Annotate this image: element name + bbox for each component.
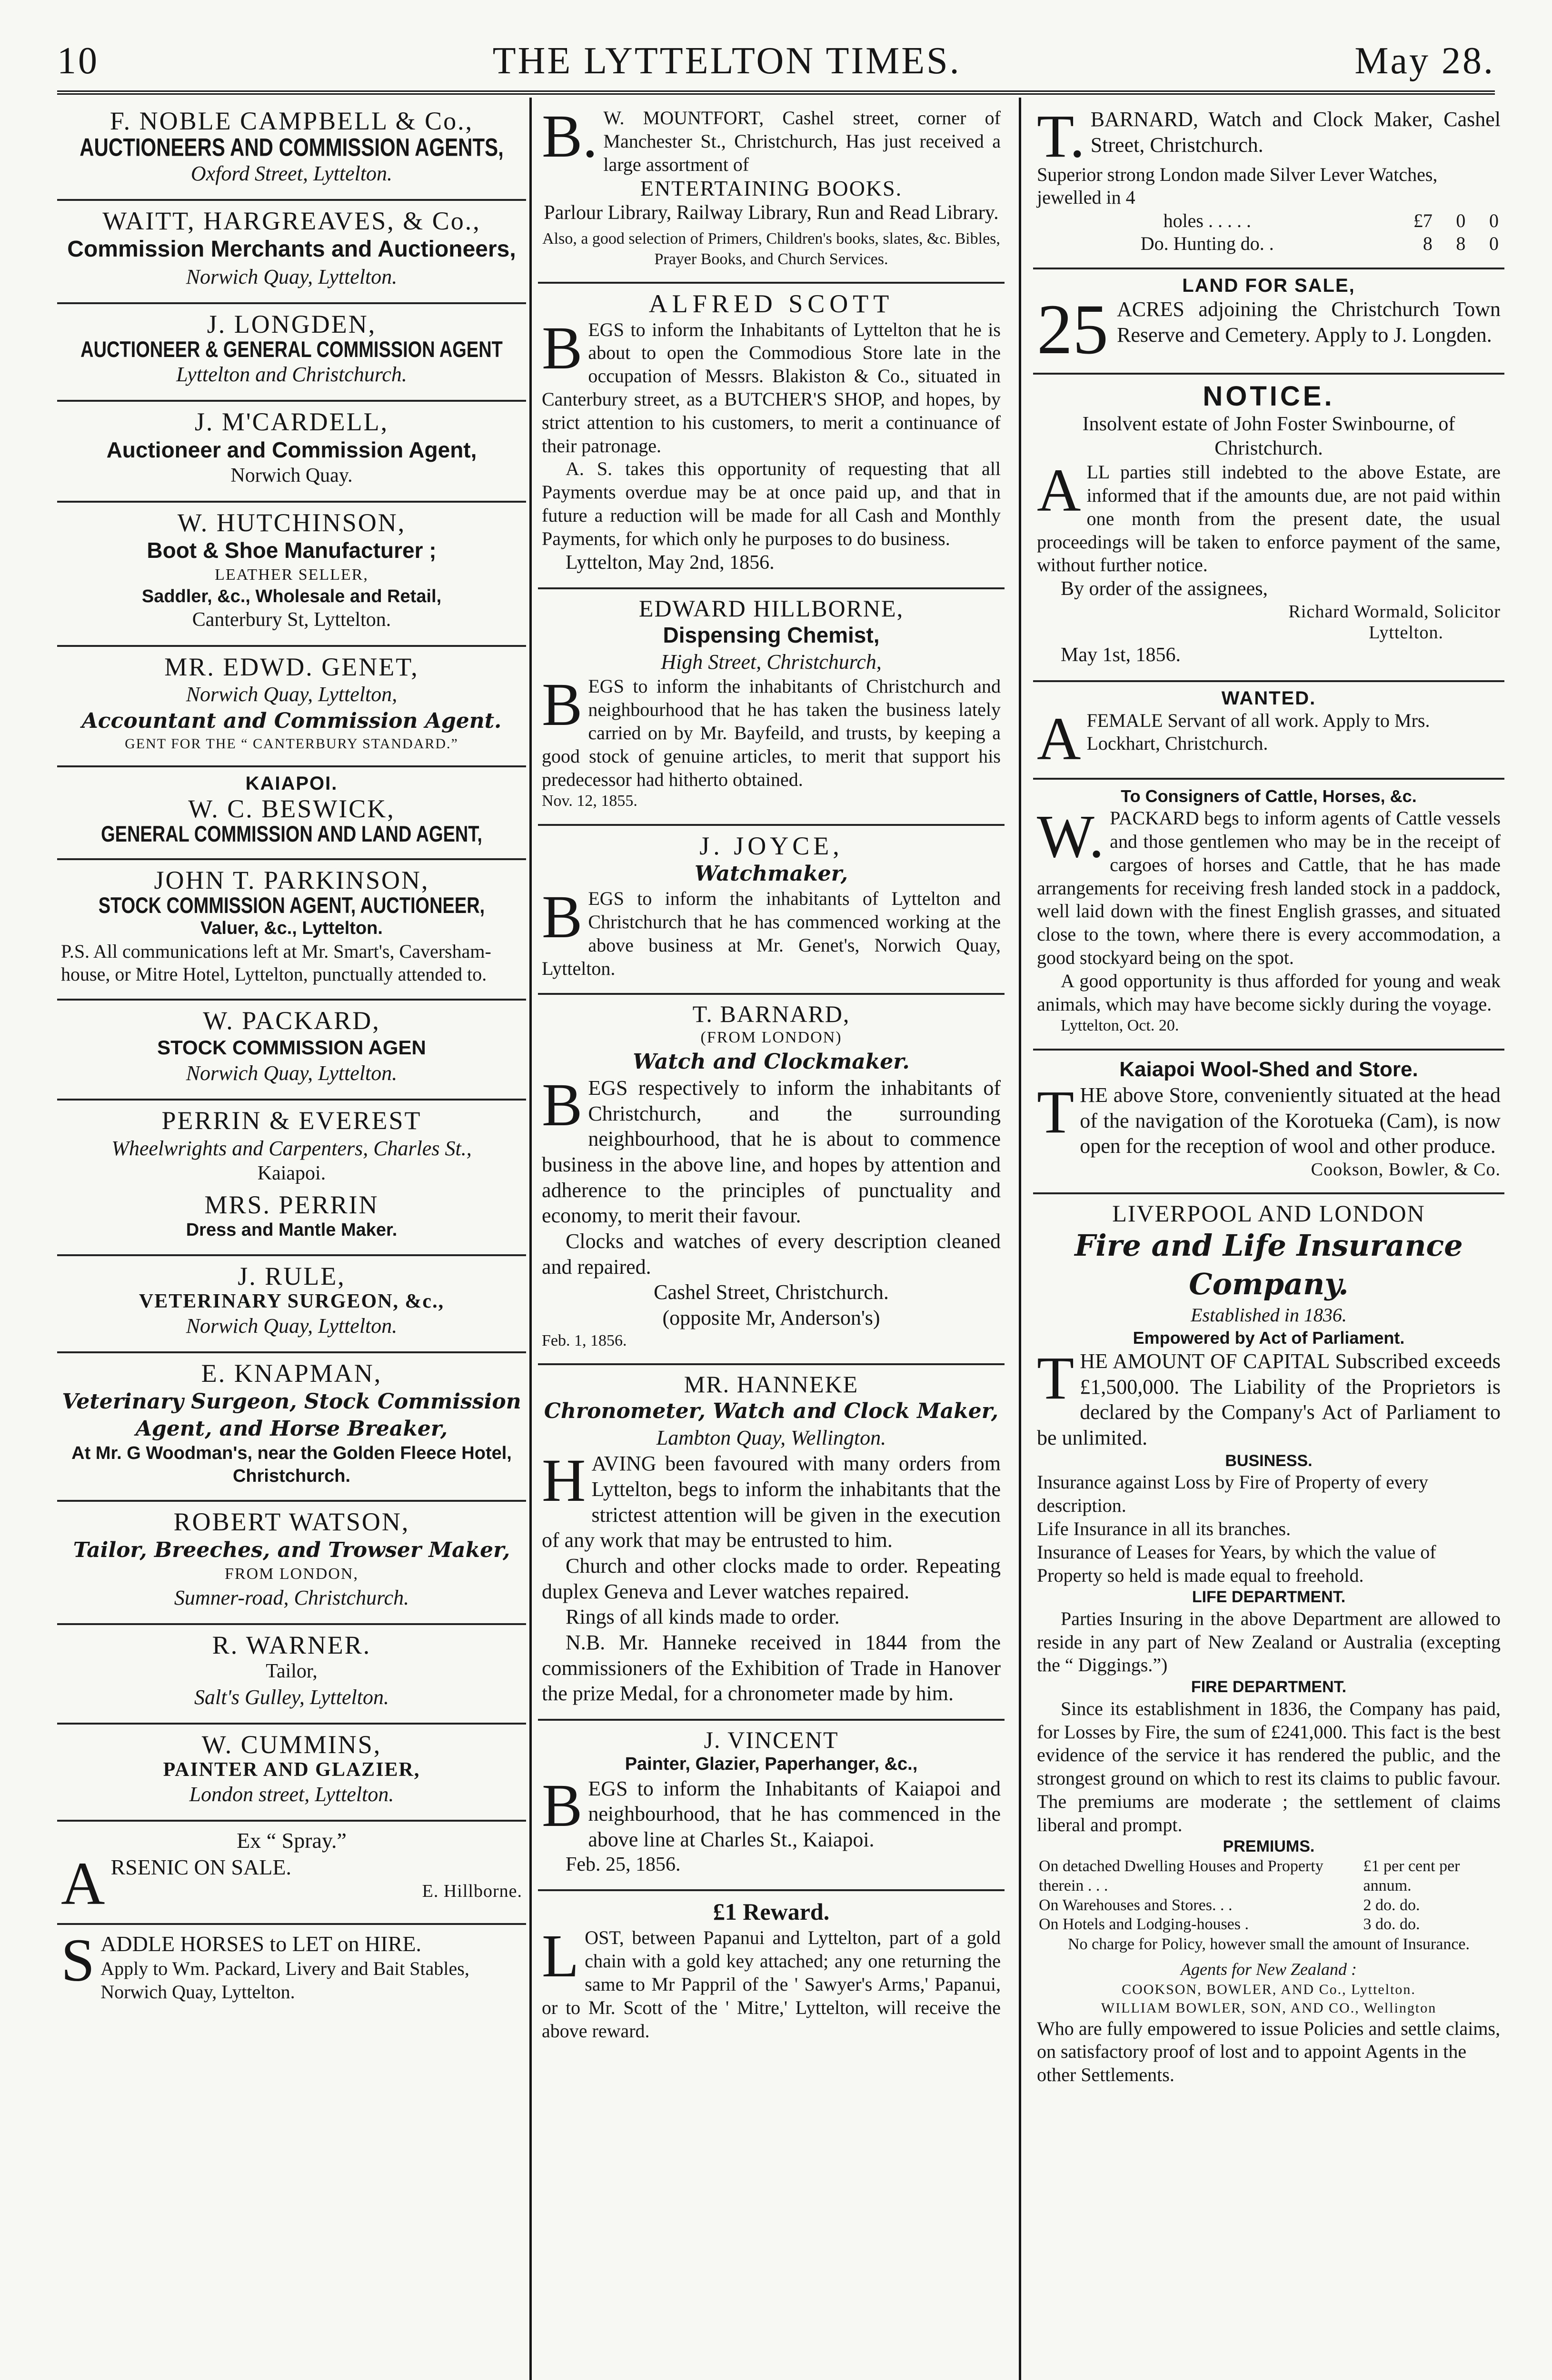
ad-title: LAND FOR SALE, [1182,275,1355,297]
ad-name: R. WARNER. [212,1631,371,1660]
ad-insurance [1033,1194,1504,2099]
ad-title: £1 Reward. [713,1898,830,1925]
premium-row [1037,1915,1501,1934]
ad-body: LL parties still indebted to the above Estate, are informed that if the amounts due, are not paid within one month from the present date, the usual proceedings will be taken to enforce payment of the same, without further notice. [1037,461,1501,576]
page-number: 10 [57,40,99,82]
ad-role: PAINTER AND GLAZIER, [163,1759,420,1781]
ad-mountfort [538,101,1005,284]
ad-date: Feb. 25, 1856. [566,1853,681,1875]
ad-role: AUCTIONEER & GENERAL COMMISSION AGENT [80,337,503,362]
ad-barnard-watches [1033,101,1504,269]
ad-name: EDWARD HILLBORNE, [638,595,904,622]
section-body: Parties Insuring in the above Department are allowed to reside in any part of New Zealand or Australia (excepting the “ Diggings.”) [1037,1607,1501,1676]
ad-line: Wheelwrights and Carpenters, Charles St., [111,1136,472,1160]
ad-name: W. PACKARD, [203,1006,380,1035]
ad-address: London street, Lyttelton. [189,1783,394,1806]
ad-title: Kaiapoi Wool-Shed and Store. [1119,1057,1418,1081]
premium-rate: 2 do. do. [1363,1896,1420,1914]
header-rule [57,90,1495,95]
ad-body: Apply to Wm. Packard, Livery and Bait Stables, Norwich Quay, Lyttelton. [100,1958,469,2003]
drop-cap: S [61,1930,95,1994]
ad-body: HE above Store, conveniently situated at the head of the navigation of the Korotueka (Cam), is now open for the reception of wool and other produce. [1080,1083,1501,1158]
ad-title: Ex “ Spray.” [237,1828,347,1853]
ad-body: BARNARD, Watch and Clock Maker, Cashel Street, Christchurch. [1090,108,1501,157]
ad-barnard-clockmaker [538,995,1005,1366]
ad-address: Norwich Quay, Lyttelton. [186,1061,398,1085]
column-3 [1033,101,1504,2380]
ad-longden [57,304,526,402]
ad-name-2: MRS. PERRIN [204,1190,379,1219]
ad-kaiapoi-woolshed [1033,1051,1504,1194]
ad-name: W. CUMMINS, [201,1730,382,1759]
ad-campbell [57,101,526,201]
drop-cap: B [542,318,583,382]
section-line: Life Insurance in all its branches. [1037,1517,1291,1539]
ad-watson [57,1502,526,1625]
price-row [1037,209,1501,232]
ad-date: Lyttelton, Oct. 20. [1061,1017,1179,1035]
ad-line: Valuer, &c., Lyttelton. [200,918,383,939]
page-header [57,37,1495,85]
price-pounds: £7 [1413,210,1433,232]
drop-cap: A [1037,461,1081,525]
premium-row [1037,1857,1501,1896]
ad-title-2: Fire and Life Insurance Company. [1074,1228,1463,1301]
ad-perrin [57,1101,526,1256]
ad-title: ADDLE HORSES to LET on HIRE. [100,1931,421,1956]
ad-role: Auctioneer and Commission Agent, [106,437,477,462]
section-title: BUSINESS. [1225,1451,1313,1470]
ad-role: AUCTIONEERS AND COMMISSION AGENTS, [80,133,504,162]
ad-title: LIVERPOOL AND LONDON [1112,1200,1425,1227]
section-title: LIFE DEPARTMENT. [1192,1588,1346,1606]
ad-line: Established in 1836. [1191,1304,1347,1326]
drop-cap: T. [1037,107,1085,163]
ad-name: WAITT, HARGREAVES, & Co., [102,206,481,235]
drop-cap: B [542,675,583,739]
ad-body: EGS to inform the Inhabitants of Kaiapoi and neighbourhood, that he has commenced in the above line at Charles St., Kaiapoi. [588,1776,1001,1851]
ad-address: High Street, Christchurch, [661,650,882,674]
price-shillings: 0 [1456,210,1466,232]
price-item: Do. Hunting do. . [1140,233,1274,255]
ad-role: GENERAL COMMISSION AND LAND AGENT, [101,822,482,847]
ad-role: Dispensing Chemist, [663,622,880,647]
section-line: Insurance against Loss by Fire of Property of every description. [1037,1471,1428,1517]
section-line: Insurance of Leases for Years, by which the value of Property so held is made equal to freehold. [1037,1541,1436,1586]
drop-cap: B [542,1775,583,1839]
column-divider-2 [1019,98,1021,2380]
ad-address: At Mr. G Woodman's, near the Golden Fleece Hotel, Christchurch. [71,1443,512,1486]
ad-name: MR. HANNEKE [684,1371,859,1398]
premium-rate: £1 per cent per annum. [1363,1857,1460,1894]
ad-place: KAIAPOI. [245,773,338,794]
ad-line: GENT FOR THE “ CANTERBURY STANDARD.” [125,736,458,752]
price-shillings: 8 [1456,233,1466,255]
ad-body-2: Clocks and watches of every description cleaned and repaired. [542,1230,1001,1279]
ad-packard-cattle [1033,780,1504,1051]
ad-beswick [57,767,526,860]
ad-wanted [1033,682,1504,780]
ad-address: Oxford Street, Lyttelton. [190,161,393,185]
ad-name: J. JOYCE, [699,831,843,860]
ad-joyce [538,826,1005,995]
ad-line: Saddler, &c., Wholesale and Retail, [141,586,442,606]
ad-body-2: A. S. takes this opportunity of requesting that all Payments overdue may be at once paid up, and that in future a reduction will be made for all Cash and Monthly Payments, for which only he purposes to do business. [542,458,1001,549]
ad-land-for-sale [1033,269,1504,375]
ad-title: WANTED. [1221,687,1316,709]
ad-address: Norwich Quay. [230,465,353,487]
drop-cap: L [542,1926,579,1990]
ad-line: LEATHER SELLER, [215,565,368,584]
drop-cap: T [1037,1349,1074,1412]
ad-address: Norwich Quay, Lyttelton. [186,265,398,289]
drop-cap: W. [1037,807,1104,871]
ad-signature: E. Hillborne. [422,1881,522,1902]
section-body: Since its establishment in 1836, the Company has paid, for Losses by Fire, the sum of £241,000. This fact is the best evidence of the service it has rendered the public, and the strongest ground on which to rest its claims to public favour. The premiums are moderate ; the settlement of claims liberal and prompt. [1037,1697,1501,1835]
price-pence: 0 [1489,210,1499,232]
ad-name: W. HUTCHINSON, [177,508,406,537]
drop-cap: B [542,1075,583,1139]
ad-warner [57,1625,526,1725]
ad-body: EGS to inform the Inhabitants of Lyttelton that he is about to open the Commodious Store late in the occupation of Messrs. Blakiston & Co., situated in Canterbury street, as a BUTCHER'S SHOP, and hopes, by strict attention to his customers, to merit a continuance of their patronage. [542,318,1001,456]
premium-item: On Hotels and Lodging-houses . [1039,1915,1249,1934]
ad-arsenic [57,1822,526,1925]
ad-name: PERRIN & EVEREST [161,1106,422,1135]
ad-name: MR. EDWD. GENET, [164,652,419,681]
ad-body-4: N.B. Mr. Hanneke received in 1844 from the commissioners of the Exhibition of Trade in Hanover the prize Medal, for a chronometer made by him. [542,1631,1001,1706]
ad-signature: Richard Wormald, Solicitor [1288,602,1501,622]
ad-body-2: Church and other clocks made to order. Repeating duplex Geneva and Lever watches repaired. [542,1554,1001,1603]
ad-hanneke [538,1365,1005,1721]
ad-rule [57,1256,526,1354]
agents-title: Agents for New Zealand : [1181,1959,1357,1979]
ad-body: ACRES adjoining the Christchurch Town Reserve and Cemetery. Apply to J. Longden. [1117,298,1501,347]
drop-cap: A [61,1854,105,1911]
ad-body-2: By order of the assignees, [1061,578,1268,600]
ad-address: Lambton Quay, Wellington. [656,1426,886,1450]
premium-item: On Warehouses and Stores. . . [1039,1896,1233,1914]
ad-line: FROM LONDON, [225,1565,358,1583]
ad-body-2: Parlour Library, Railway Library, Run and Read Library. [544,201,999,224]
ad-body: W. MOUNTFORT, Cashel street, corner of Manchester St., Christchurch, Has just received a large assortment of [603,107,1001,175]
ad-body: EGS to inform the inhabitants of Christchurch and neighbourhood that he has taken the business lately carried on by Mr. Bayfeild, and trusts, by keeping a good stock of genuine articles, to merit that support his predecessor had hitherto obtained. [542,675,1001,790]
ad-line-2: Dress and Mantle Maker. [186,1220,398,1240]
ad-body: AVING been favoured with many orders from Lyttelton, begs to inform the inhabitants that the strictest attention will be given in the execution of any work that may be entrusted to him. [542,1452,1001,1552]
ad-waitt [57,201,526,304]
ad-name: JOHN T. PARKINSON, [154,866,429,895]
ad-body-3: Also, a good selection of Primers, Children's books, slates, &c. Bibles, Prayer Books, and Church Services. [542,230,1000,268]
acre-count: 25 [1037,297,1108,360]
ad-packard-stock [57,1001,526,1101]
ad-name: T. BARNARD, [692,1000,850,1027]
ad-role: Watch and Clockmaker. [633,1049,910,1074]
ad-role: Tailor, Breeches, and Trowser Maker, [73,1537,510,1562]
ad-text: RSENIC ON SALE. [110,1855,291,1880]
ad-title: To Consigners of Cattle, Horses, &c. [1121,786,1417,806]
ad-genet [57,647,526,768]
ad-address: Norwich Quay, Lyttelton. [186,1314,398,1338]
ad-date: May 1st, 1856. [1061,644,1181,666]
ad-date: Nov. 12, 1855. [542,792,637,810]
ad-name: ALFRED SCOTT [648,289,894,318]
ad-name: W. C. BESWICK, [188,794,395,823]
ad-name: J. RULE, [238,1261,346,1290]
price-table [1037,209,1501,255]
ad-hutchinson [57,503,526,647]
ad-role: Boot & Shoe Manufacturer ; [147,538,437,563]
ad-address: Lyttelton and Christchurch. [176,363,407,387]
ad-cummins [57,1725,526,1822]
drop-cap: B. [542,107,598,170]
ad-name: J. M'CARDELL, [194,407,389,436]
premiums-table [1037,1857,1501,1934]
ad-name: J. LONGDEN, [207,310,377,339]
ad-name: F. NOBLE CAMPBELL & Co., [109,107,474,135]
ad-role: Commission Merchants and Auctioneers, [67,237,516,262]
premium-rate: 3 do. do. [1363,1915,1420,1934]
ad-body: FEMALE Servant of all work. Apply to Mrs. Lockhart, Christchurch. [1086,709,1430,754]
ad-body: OST, between Papanui and Lyttelton, part of a gold chain with a gold key attached; any one returning the same to Mr Pappril of the ' Sawyer's Arms,' Papanui, or to Mr. Scott of the ' Mitre,' Lyttelton, will receive the above reward. [542,1927,1001,2042]
ad-role: Tailor, [266,1660,318,1683]
ad-parkinson [57,860,526,1001]
ad-body: EGS respectively to inform the inhabitants of Christchurch, and the surrounding neighbourhood, that he is about to commence business in the above line, and hopes by attention and adherence to the principles of punctuality and economy, to merit their favour. [542,1076,1001,1228]
ad-body-3: Rings of all kinds made to order. [566,1605,840,1629]
ad-title: ENTERTAINING BOOKS. [640,176,903,201]
ad-role: VETERINARY SURGEON, &c., [139,1290,445,1313]
ad-body: HE AMOUNT OF CAPITAL Subscribed exceeds £1,500,000. The Liability of the Proprietors is declared by the Company's Act of Parliament to be unlimited. [1037,1349,1501,1450]
ad-name: J. VINCENT [704,1726,839,1754]
ad-address-2: (opposite Mr, Anderson's) [662,1306,880,1330]
ad-address: Kaiapoi. [257,1162,326,1184]
price-pence: 0 [1489,233,1499,255]
ad-role: Watchmaker, [694,862,848,886]
price-item: holes . . . . . [1163,210,1251,232]
ad-role: Chronometer, Watch and Clock Maker, [544,1399,999,1424]
ad-mccardell [57,402,526,502]
ad-address: Salt's Gulley, Lyttelton. [194,1685,389,1709]
section-title: PREMIUMS. [1223,1837,1315,1856]
ad-role: STOCK COMMISSION AGEN [157,1036,426,1059]
column-1 [57,101,526,2380]
ad-role: Painter, Glazier, Paperhanger, &c., [625,1754,918,1775]
ad-closing: Who are fully empowered to issue Policies and settle claims, on satisfactory proof of lost and to appoint Agents in the other Settlements. [1037,2017,1501,2086]
agents-line: COOKSON, BOWLER, AND Co., Lyttelton. [1122,1981,1416,1997]
ad-knapman [57,1353,526,1502]
ad-scott [538,284,1005,589]
ad-name: E. KNAPMAN, [201,1359,382,1388]
ad-vincent [538,1721,1005,1891]
ad-name: ROBERT WATSON, [173,1507,410,1537]
ad-date: Lyttelton, May 2nd, 1856. [566,551,775,574]
newspaper-title: THE LYTTELTON TIMES. [492,40,961,82]
agents-line: WILLIAM BOWLER, SON, AND CO., Wellington [1101,2000,1437,2016]
ad-date: Feb. 1, 1856. [542,1331,627,1349]
price-pounds: 8 [1423,233,1433,255]
ad-line-2: Empowered by Act of Parliament. [1133,1328,1405,1348]
ad-body: P.S. All communications left at Mr. Smart's, Caversham-house, or Mitre Hotel, Lyttelton, punctually attended to. [61,940,491,985]
column-divider-1 [529,98,532,2380]
drop-cap: H [542,1451,586,1515]
issue-date: May 28. [1354,40,1495,82]
premium-row [1037,1896,1501,1915]
premiums-note: No charge for Policy, however small the amount of Insurance. [1067,1935,1470,1954]
drop-cap: A [1037,709,1081,766]
ad-hillborne [538,589,1005,826]
ad-title: NOTICE. [1203,380,1335,412]
ad-signature: Cookson, Bowler, & Co. [1311,1159,1501,1180]
drop-cap: B [542,887,583,951]
ad-body-2: Superior strong London made Silver Lever Watches, jewelled in 4 [1037,163,1438,208]
ad-notice [1033,375,1504,682]
ad-saddle-horses [57,1925,526,2016]
ad-role: Accountant and Commission Agent. [81,708,502,733]
ad-body-2: A good opportunity is thus afforded for young and weak animals, which may have become sickly during the voyage. [1037,970,1501,1015]
ad-line: Insolvent estate of John Foster Swinbourne, of Christchurch. [1082,413,1455,459]
ad-line: (FROM LONDON) [700,1028,842,1046]
ad-reward [538,1891,1005,2055]
ad-address: Cashel Street, Christchurch. [654,1280,889,1304]
drop-cap: T [1037,1082,1074,1146]
ad-address: Sumner-road, Christchurch. [174,1586,409,1610]
column-2 [538,101,1005,2380]
ad-body: PACKARD begs to inform agents of Cattle vessels and those gentlemen who may be in the receipt of cargoes of horses and Cattle, that he has made arrangements for receiving fresh landed stock in a paddock, well laid down with the finest English grasses, and situated close to the town, where there is every accommodation, a good stockyard being on the spot. [1037,807,1501,969]
ad-body: EGS to inform the inhabitants of Lyttelton and Christchurch that he has commenced working at the above business at Mr. Genet's, Norwich Quay, Lyttelton. [542,888,1001,979]
ad-role: STOCK COMMISSION AGENT, AUCTIONEER, [98,893,485,918]
ad-address: Canterbury St, Lyttelton. [192,609,391,631]
ad-role: Veterinary Surgeon, Stock Commission Agent, and Horse Breaker, [62,1389,521,1441]
price-row [1037,232,1501,255]
premium-item: On detached Dwelling Houses and Property therein . . . [1039,1857,1323,1894]
ad-address: Norwich Quay, Lyttelton, [186,682,398,706]
ad-signature-2: Lyttelton. [1369,623,1443,643]
section-title: FIRE DEPARTMENT. [1191,1678,1347,1696]
